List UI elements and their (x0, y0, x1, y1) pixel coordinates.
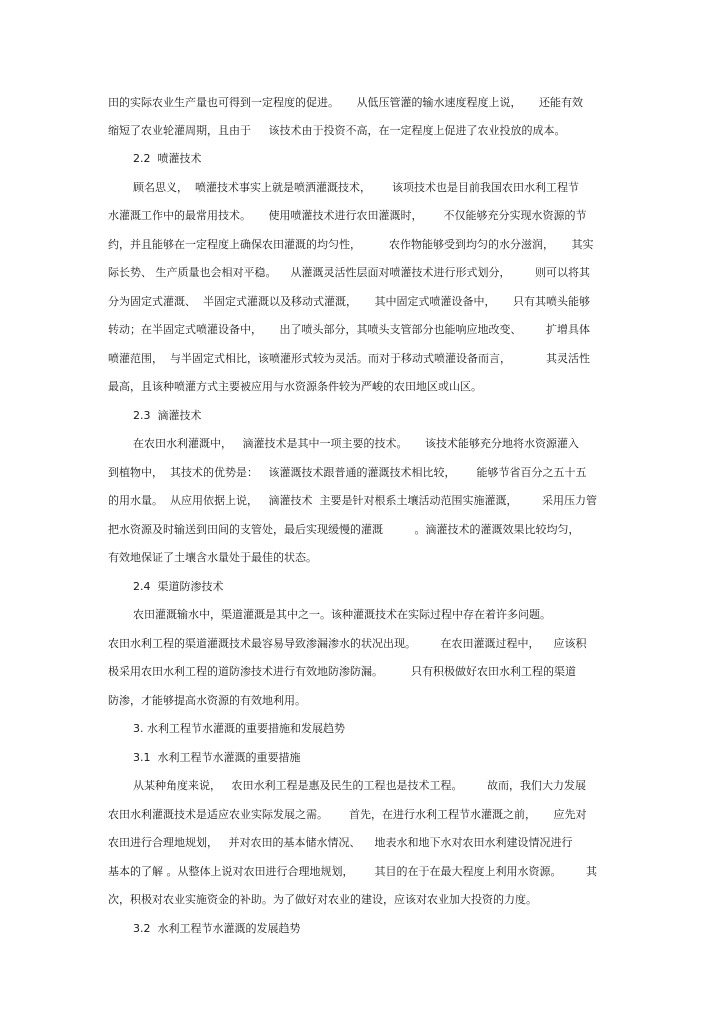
paragraph-line: 缩短了农业轮灌周期，且由于 该技术由于投资不高，在一定程度上促进了农业投放的成本。 (108, 124, 566, 137)
section-heading: 2.3 滴灌技术 (133, 409, 202, 422)
paragraph-line: 际长势、 生产质量也会相对平稳。 从灌溉灵活性层面对喷灌技术进行形式划分， 则可以将其 (108, 266, 590, 279)
section-heading: 2.4 渠道防渗技术 (133, 580, 224, 593)
paragraph-line: 基本的了解 。从整体上说对农田进行合理地规划， 其目的在于在最大程度上利用水资源。 其 (108, 865, 597, 878)
paragraph-line: 顾名思义， 喷灌技术事实上就是喷洒灌溉技术， 该项技术也是目前我国农田水利工程节 (133, 181, 579, 194)
paragraph-line: 防渗，才能够提高水资源的有效地利用。 (108, 694, 306, 707)
paragraph-line: 农田水利工程的渠道灌溉技术最容易导致渗漏渗水的状况出现。 在农田灌溉过程中， 应该积 (108, 637, 587, 650)
paragraph-line: 到植物中， 其技术的优势是： 该灌溉技术跟普通的灌溉技术相比较， 能够节省百分之五十五 (108, 466, 587, 479)
paragraph-line: 转动；在半固定式喷灌设备中， 出了喷头部分，其喷头支管部分也能响应地改变、 扩增具体 (108, 323, 590, 336)
paragraph-line: 极采用农田水利工程的道防渗技术进行有效地防渗防漏。 只有积极做好农田水利工程的渠道 (108, 665, 576, 678)
paragraph-line: 把水资源及时输送到田间的支管处，最后实现缓慢的灌溉 。滴灌技术的灌溉效果比较均匀， (108, 523, 580, 536)
paragraph-line: 喷灌范围， 与半固定式相比，该喷灌形式较为灵活。而对于移动式喷灌设备而言， 其灵活性 (108, 352, 590, 365)
paragraph-line: 次，积极对农业实施资金的补助。为了做好对农业的建设，应该对农业加大投资的力度。 (108, 893, 537, 906)
paragraph-line: 在农田水利灌溉中， 滴灌技术是其中一项主要的技术。 该技术能够充分地将水资源灌入 (133, 437, 579, 450)
paragraph-line: 的用水量。 从应用依据上说， 滴灌技术 主要是针对根系土壤活动范围实施灌溉， 采用压力管 (108, 494, 597, 507)
paragraph-line: 田的实际农业生产量也可得到一定程度的促进。 从低压管灌的输水速度程度上说， 还能有效 (108, 96, 583, 109)
section-heading: 2.2 喷灌技术 (133, 152, 202, 165)
paragraph-line: 农田水利灌溉技术是适应农业实际发展之需。 首先，在进行水利工程节水灌溉之前， 应先对 (108, 808, 587, 821)
paragraph-line: 水灌溉工作中的最常用技术。 使用喷灌技术进行农田灌溉时， 不仅能够充分实现水资源的节 (108, 209, 587, 222)
paragraph-line: 最高，且该种喷灌方式主要被应用与水资源条件较为严峻的农田地区或山区。 (108, 380, 482, 393)
paragraph-line: 分为固定式灌溉、 半固定式灌溉以及移动式灌溉， 其中固定式喷灌设备中， 只有其喷头能够 (108, 295, 590, 308)
section-heading: 3. 水利工程节水灌溉的重要措施和发展趋势 (133, 722, 345, 735)
section-heading: 3.2 水利工程节水灌溉的发展趋势 (133, 922, 301, 935)
paragraph-line: 从某种角度来说， 农田水利工程是惠及民生的工程也是技术工程。 故而，我们大力发展 (133, 779, 586, 792)
paragraph-line: 农田进行合理地规划， 并对农田的基本储水情况、 地表水和地下水对农田水利建设情况进行 (108, 836, 573, 849)
section-heading: 3.1 水利工程节水灌溉的重要措施 (133, 751, 301, 764)
paragraph-line: 有效地保证了土壤含水量处于最佳的状态。 (108, 551, 317, 564)
paragraph-line: 约，并且能够在一定程度上确保农田灌溉的均匀性， 农作物能够受到均匀的水分滋润， 其实 (108, 238, 594, 251)
paragraph-line: 农田灌溉输水中，渠道灌溉是其中之一。该种灌溉技术在实际过程中存在着许多问题。 (133, 608, 551, 621)
